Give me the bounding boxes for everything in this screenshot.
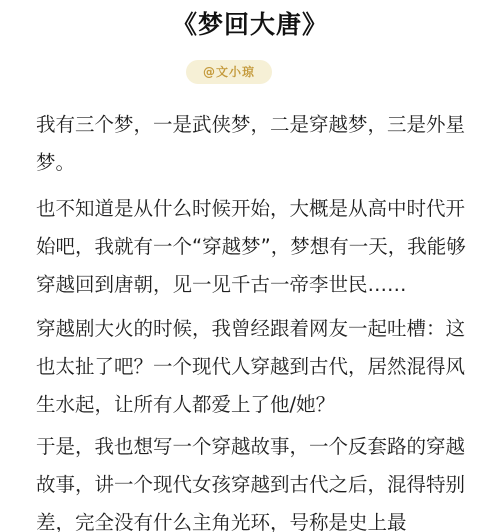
paragraph-2: 也不知道是从什么时候开始，大概是从高中时代开始吧，我就有一个“穿越梦”，梦想有一天，我能够穿越回到唐朝，见一见千古一帝李世民…… xyxy=(36,197,466,296)
paragraph-1: 我有三个梦，一是武侠梦，二是穿越梦，三是外星梦。 xyxy=(36,113,466,174)
paragraph-3: 穿越剧大火的时候，我曾经跟着网友一起吐槽：这也太扯了吧？一个现代人穿越到古代，居然混得风生水起，让所有人都爱上了他/她？ xyxy=(36,317,466,416)
article-title: 《梦回大唐》 xyxy=(171,10,328,39)
paragraph-4: 于是，我也想写一个穿越故事，一个反套路的穿越故事，讲一个现代女孩穿越到古代之后，混得特别差，完全没有什么主角光环，号称是史上最 xyxy=(36,435,466,532)
author-badge xyxy=(186,60,272,84)
author-name: @文小琼 xyxy=(202,65,255,79)
